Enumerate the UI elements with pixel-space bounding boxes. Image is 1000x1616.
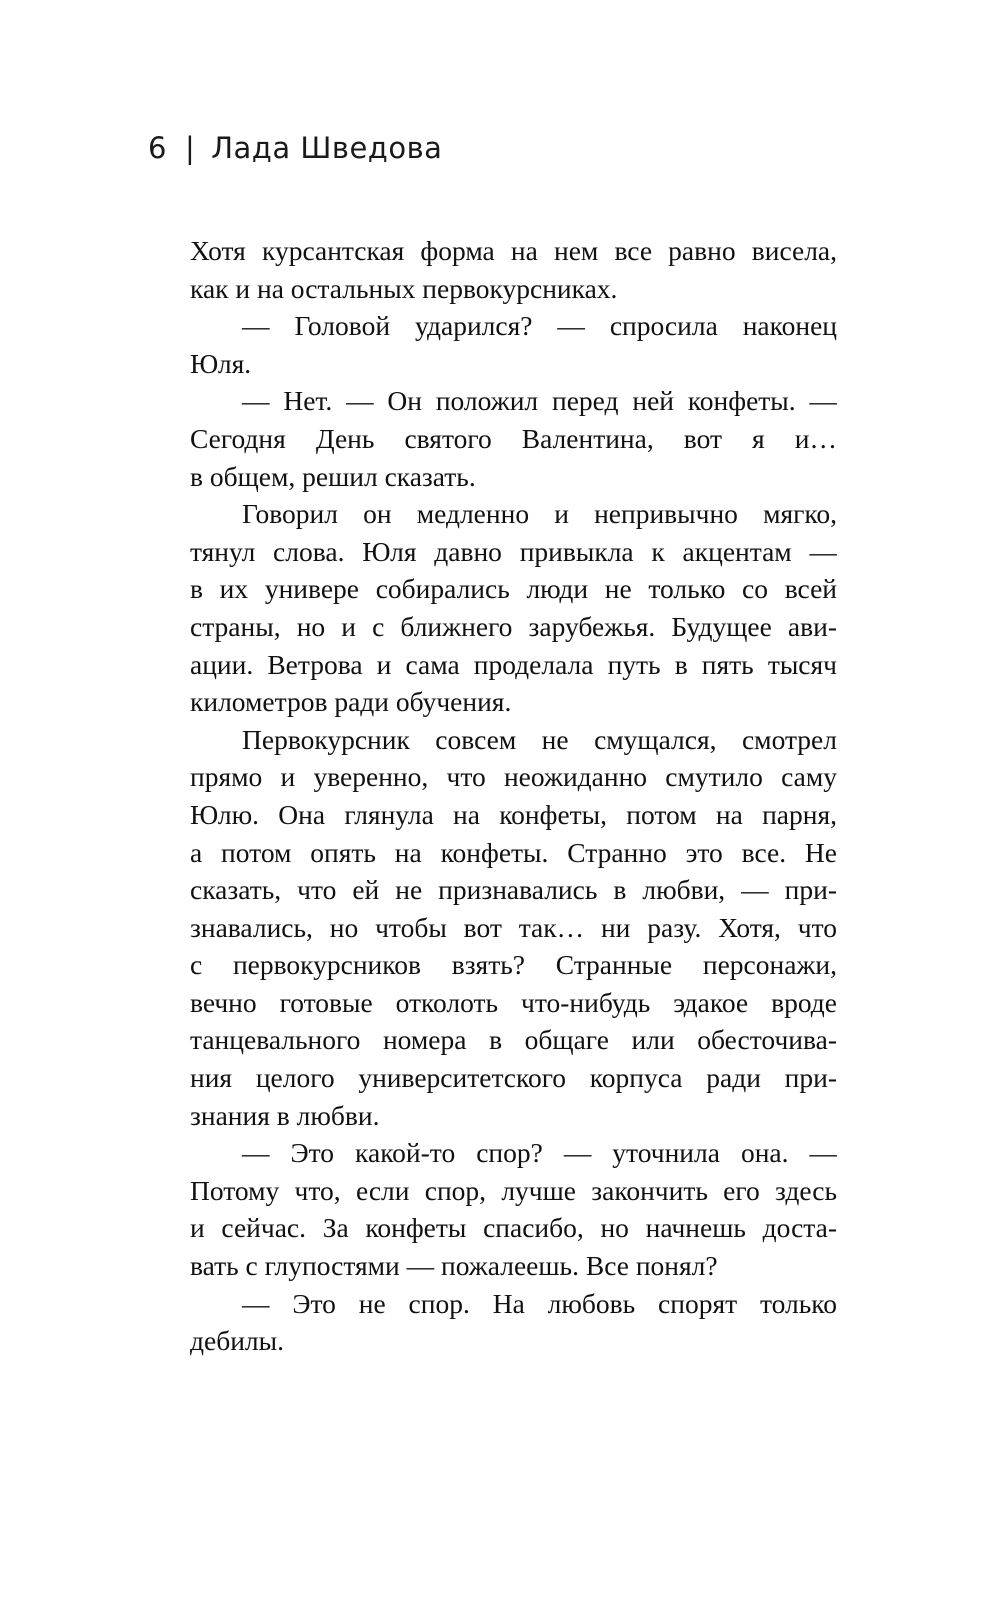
text-line: — Это не спор. На любовь спорят только [242, 1287, 837, 1319]
text-line: ния целого университетского корпуса ради при- [190, 1062, 837, 1094]
text-line: танцевального номера в общаге или обесточива- [190, 1024, 837, 1056]
text-line: а потом опять на конфеты. Странно это все. Не [190, 836, 837, 868]
text-line: с первокурсников взять? Странные персонажи, [190, 949, 837, 981]
text-line: Сегодня День святого Валентина, вот я и… [190, 422, 837, 454]
text-line: — Нет. — Он положил перед ней конфеты. — [242, 385, 837, 417]
text-line: Юлю. Она глянула на конфеты, потом на парня, [190, 798, 837, 830]
body-text [190, 232, 837, 1360]
text-line: дебилы. [190, 1325, 284, 1357]
text-line: вать с глупостями — пожалеешь. Все понял? [190, 1250, 718, 1282]
text-line: Юля. [190, 347, 252, 379]
text-line: знавались, но чтобы вот так… ни разу. Хотя, что [190, 911, 837, 943]
text-line: и сейчас. За конфеты спасибо, но начнешь доста- [190, 1212, 837, 1244]
page-number: 6 [148, 131, 167, 165]
text-line: прямо и уверенно, что неожиданно смутило саму [190, 761, 837, 793]
text-line: сказать, что ей не признавались в любви, — при- [190, 874, 837, 906]
text-line: Потому что, если спор, лучше закончить его здесь [190, 1174, 837, 1206]
text-line: Говорил он медленно и непривычно мягко, [242, 498, 837, 530]
text-line: страны, но и с ближнего зарубежья. Будущее ави- [190, 610, 837, 642]
text-line: — Это какой-то спор? — уточнила она. — [242, 1137, 837, 1169]
text-line: тянул слова. Юля давно привыкла к акцентам — [190, 535, 837, 567]
author-name: Лада Шведова [211, 131, 443, 165]
text-line: как и на остальных первокурсниках. [190, 272, 618, 304]
header-separator: | [184, 131, 196, 165]
text-line: знания в любви. [190, 1099, 380, 1131]
text-line: вечно готовые отколоть что-нибудь эдакое вроде [190, 986, 837, 1018]
text-line: — Головой ударился? — спросила наконец [242, 310, 837, 342]
text-line: в их универе собирались люди не только со всей [190, 573, 837, 605]
running-head [148, 128, 442, 168]
text-line: в общем, решил сказать. [190, 460, 476, 492]
text-line: ации. Ветрова и сама проделала путь в пять тысяч [190, 648, 837, 680]
text-line: километров ради обучения. [190, 686, 512, 718]
text-line: Первокурсник совсем не смущался, смотрел [242, 723, 837, 755]
text-line: Хотя курсантская форма на нем все равно висела, [190, 235, 837, 266]
